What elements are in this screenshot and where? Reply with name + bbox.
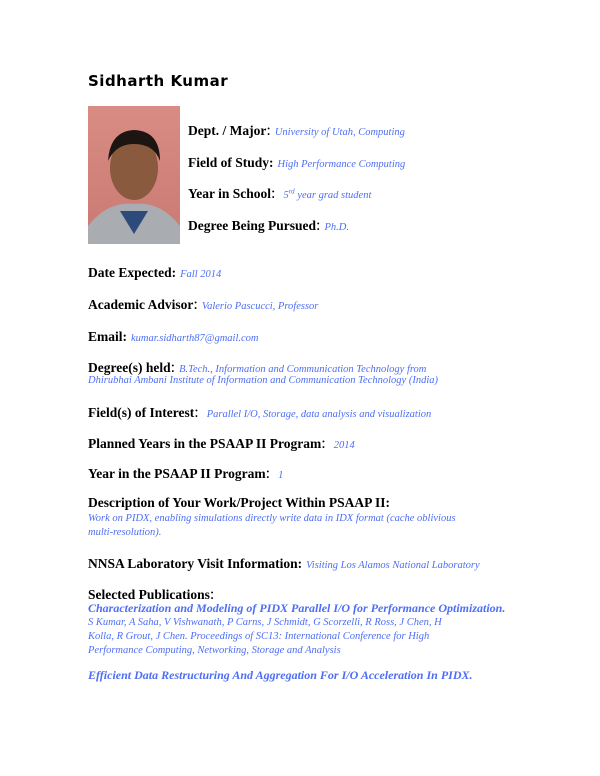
publication-authors-line3: Performance Computing, Networking, Storage and Analysis xyxy=(88,645,341,656)
interest-row: Field(s) of Interest: Parallel I/O, Storage, data analysis and visualization xyxy=(88,404,432,421)
publication-title: Efficient Data Restructuring And Aggregation For I/O Acceleration In PIDX. xyxy=(88,668,473,682)
year-row: Year in School: 5rd year grad student xyxy=(188,185,372,202)
description-line2: multi-resolution). xyxy=(88,527,162,538)
nnsa-row: NNSA Laboratory Visit Information: Visiting Los Alamos National Laboratory xyxy=(88,556,480,571)
year-psaap-row: Year in the PSAAP II Program: 1 xyxy=(88,465,284,482)
degrees-held-row: Degree(s) held: B.Tech., Information and Communication Technology from xyxy=(88,359,427,376)
publication-authors-line1: S Kumar, A Saha, V Vishwanath, P Carns, J Schmidt, G Scorzelli, R Ross, J Chen, H xyxy=(88,617,442,628)
description-line1: Work on PIDX, enabling simulations directly write data in IDX format (cache oblivious xyxy=(88,513,456,524)
publication-title: Characterization and Modeling of PIDX Parallel I/O for Performance Optimization. xyxy=(88,601,506,615)
degrees-held-line2: Dhirubhai Ambani Institute of Information and Communication Technology (India) xyxy=(88,375,438,386)
date-expected-row: Date Expected: Fall 2014 xyxy=(88,265,222,280)
email-link[interactable]: kumar.sidharth87@gmail.com xyxy=(131,333,259,344)
email-row: Email: kumar.sidharth87@gmail.com xyxy=(88,329,259,344)
degree-row: Degree Being Pursued: Ph.D. xyxy=(188,217,349,234)
profile-photo xyxy=(88,106,180,244)
advisor-row: Academic Advisor: Valerio Pascucci, Professor xyxy=(88,296,319,313)
dept-row: Dept. / Major: University of Utah, Computing xyxy=(188,122,405,139)
field-row: Field of Study: High Performance Computing xyxy=(188,155,406,170)
description-label: Description of Your Work/Project Within PSAAP II: xyxy=(88,495,391,510)
planned-years-row: Planned Years in the PSAAP II Program: 2014 xyxy=(88,435,355,452)
publications-label: Selected Publications: xyxy=(88,586,215,603)
publication-authors-line2: Kolla, R Grout, J Chen. Proceedings of SC13: International Conference for High xyxy=(88,631,430,642)
person-name: Sidharth Kumar xyxy=(88,72,229,90)
